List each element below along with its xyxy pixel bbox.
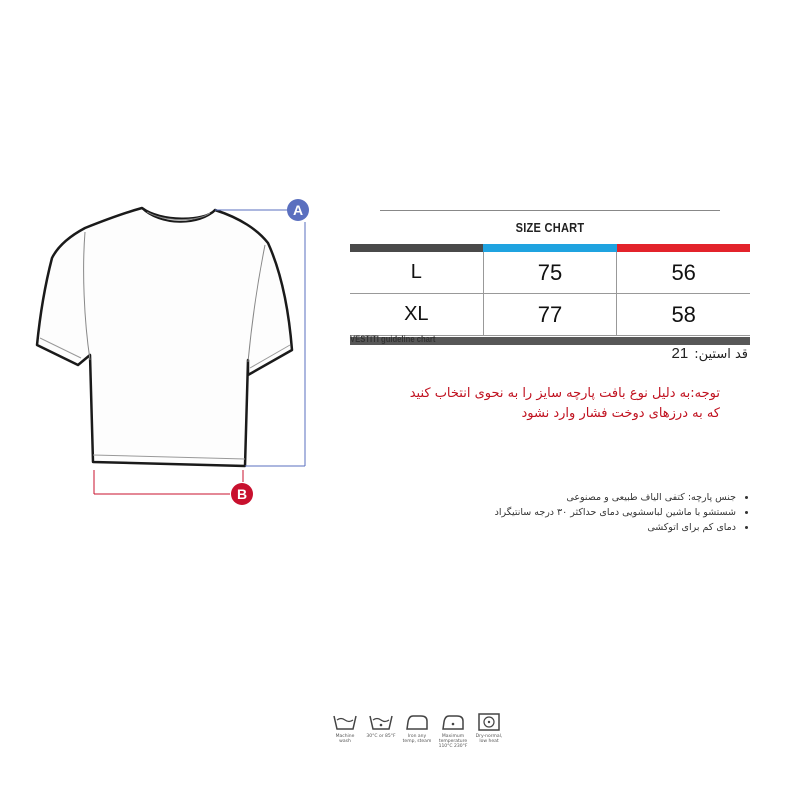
tshirt-diagram [0, 0, 330, 520]
iron-max-icon [440, 713, 466, 731]
size-chart-title: SIZE CHART [380, 210, 720, 244]
fit-notice-line: توجه:به دلیل نوع بافت پارچه سایز را به نحوی انتخاب کنید [409, 386, 720, 401]
sleeve-length [672, 345, 748, 362]
dry-clean-icon [476, 713, 502, 731]
band-size [350, 244, 483, 252]
table-row [350, 294, 750, 336]
list-item: • دمای کم برای اتوکشی [495, 520, 736, 535]
size-chart [350, 210, 750, 345]
care-label: Maximum temperature 110°C 230°F [438, 734, 468, 749]
fit-notice-line: که به درزهای دوخت فشار وارد نشود [521, 406, 720, 421]
size-chart-color-bands [350, 244, 750, 252]
iron-low-icon [404, 713, 430, 731]
table-row [350, 252, 750, 294]
care-item [474, 713, 504, 749]
care-item [366, 713, 396, 749]
list-item: • جنس پارچه: کتفی الیاف طبیعی و مصنوعی [495, 490, 736, 505]
size-cell: L [410, 261, 422, 283]
measure-a-cell: 75 [483, 252, 617, 293]
band-b [617, 244, 750, 252]
measure-b-cell: 58 [616, 294, 750, 335]
marker-a-label: A [292, 202, 304, 218]
care-label: 30°C or 85°F [366, 734, 396, 739]
measure-a-cell: 77 [483, 294, 617, 335]
size-chart-footer: VESTITI guideline chart [350, 334, 436, 344]
care-label: Iron any temp, steam [402, 734, 432, 744]
sleeve-length-label: قد استین: [694, 347, 748, 362]
care-instructions [330, 713, 504, 749]
sleeve-length-value: 21 [671, 345, 689, 362]
list-item: • شستشو با ماشین لباسشویی دمای حداکثر ۳۰ درجه سانتیگراد [495, 505, 736, 520]
wash-30-icon [368, 713, 394, 731]
band-a [483, 244, 616, 252]
care-label: Machine wash [335, 734, 355, 744]
care-item [438, 713, 468, 749]
tshirt-outline [37, 208, 292, 466]
care-item [330, 713, 360, 749]
machine-wash-icon [332, 713, 358, 731]
product-details [495, 490, 748, 535]
fit-notice [410, 384, 720, 424]
measure-b-cell: 56 [616, 252, 750, 293]
marker-b-label: B [236, 486, 248, 502]
care-item [402, 713, 432, 749]
care-label: Dry-normal, low heat [475, 734, 503, 744]
size-cell: XL [404, 303, 429, 325]
